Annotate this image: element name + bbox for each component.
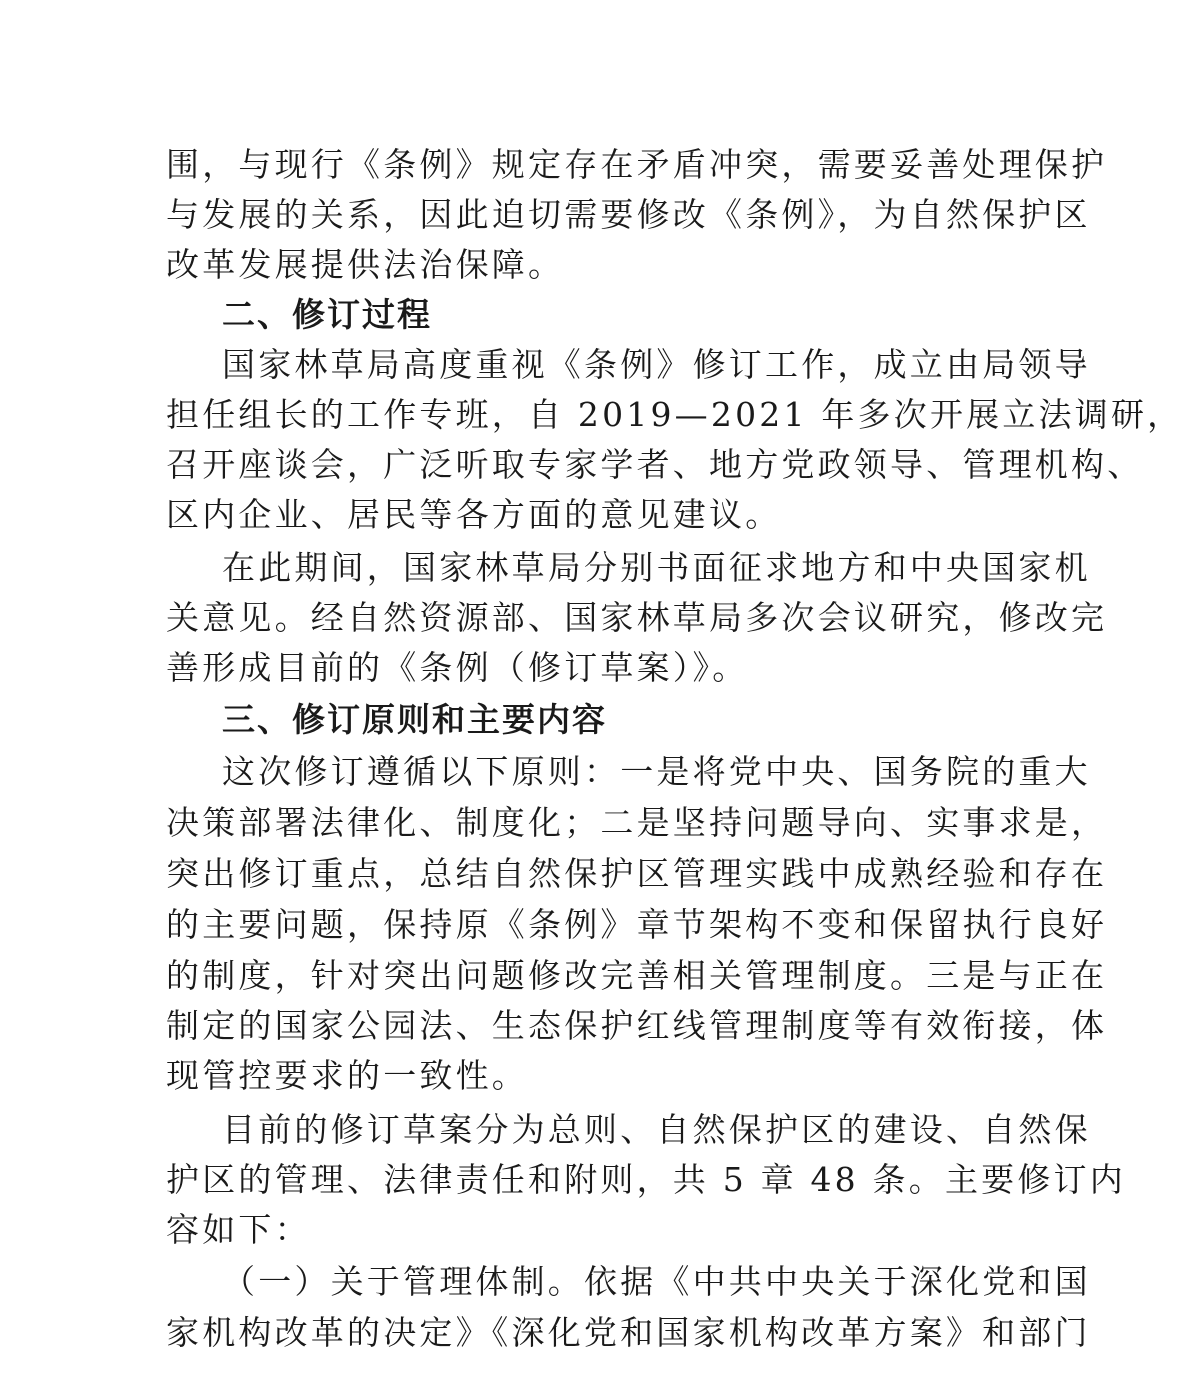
paragraph-line: 国家林草局高度重视《条例》修订工作，成立由局领导 [222, 345, 1091, 384]
paragraph-line: 这次修订遵循以下原则：一是将党中央、国务院的重大 [222, 752, 1091, 791]
paragraph-line: 制定的国家公园法、生态保护红线管理制度等有效衔接，体 [166, 1006, 1108, 1045]
paragraph-line: 关意见。经自然资源部、国家林草局多次会议研究，修改完 [166, 598, 1108, 637]
paragraph-line: 突出修订重点，总结自然保护区管理实践中成熟经验和存在 [166, 854, 1108, 893]
paragraph-line: 容如下： [166, 1210, 311, 1249]
paragraph-line: （一）关于管理体制。依据《中共中央关于深化党和国 [222, 1262, 1091, 1301]
paragraph-line: 与发展的关系，因此迫切需要修改《条例》，为自然保护区 [166, 195, 1091, 234]
paragraph-line: 区内企业、居民等各方面的意见建议。 [166, 495, 782, 534]
paragraph-line: 护区的管理、法律责任和附则，共 5 章 48 条。主要修订内 [166, 1160, 1126, 1199]
paragraph-line: 的制度，针对突出问题修改完善相关管理制度。三是与正在 [166, 956, 1108, 995]
paragraph-line: 围，与现行《条例》规定存在矛盾冲突，需要妥善处理保护 [166, 145, 1108, 184]
paragraph-line: 目前的修订草案分为总则、自然保护区的建设、自然保 [222, 1110, 1091, 1149]
paragraph-line: 在此期间，国家林草局分别书面征求地方和中央国家机 [222, 548, 1091, 587]
paragraph-line: 善形成目前的《条例（修订草案）》。 [166, 648, 749, 687]
paragraph-line: 决策部署法律化、制度化；二是坚持问题导向、实事求是， [166, 803, 1108, 842]
paragraph-line: 担任组长的工作专班，自 2019—2021 年多次开展立法调研， [166, 395, 1183, 434]
section-heading: 二、修订过程 [222, 295, 432, 334]
paragraph-line: 改革发展提供法治保障。 [166, 245, 565, 284]
paragraph-line: 家机构改革的决定》《深化党和国家机构改革方案》和部门 [166, 1313, 1091, 1352]
paragraph-line: 召开座谈会，广泛听取专家学者、地方党政领导、管理机构、 [166, 445, 1144, 484]
paragraph-line: 的主要问题，保持原《条例》章节架构不变和保留执行良好 [166, 905, 1108, 944]
section-heading: 三、修订原则和主要内容 [222, 700, 607, 739]
paragraph-line: 现管控要求的一致性。 [166, 1056, 528, 1095]
